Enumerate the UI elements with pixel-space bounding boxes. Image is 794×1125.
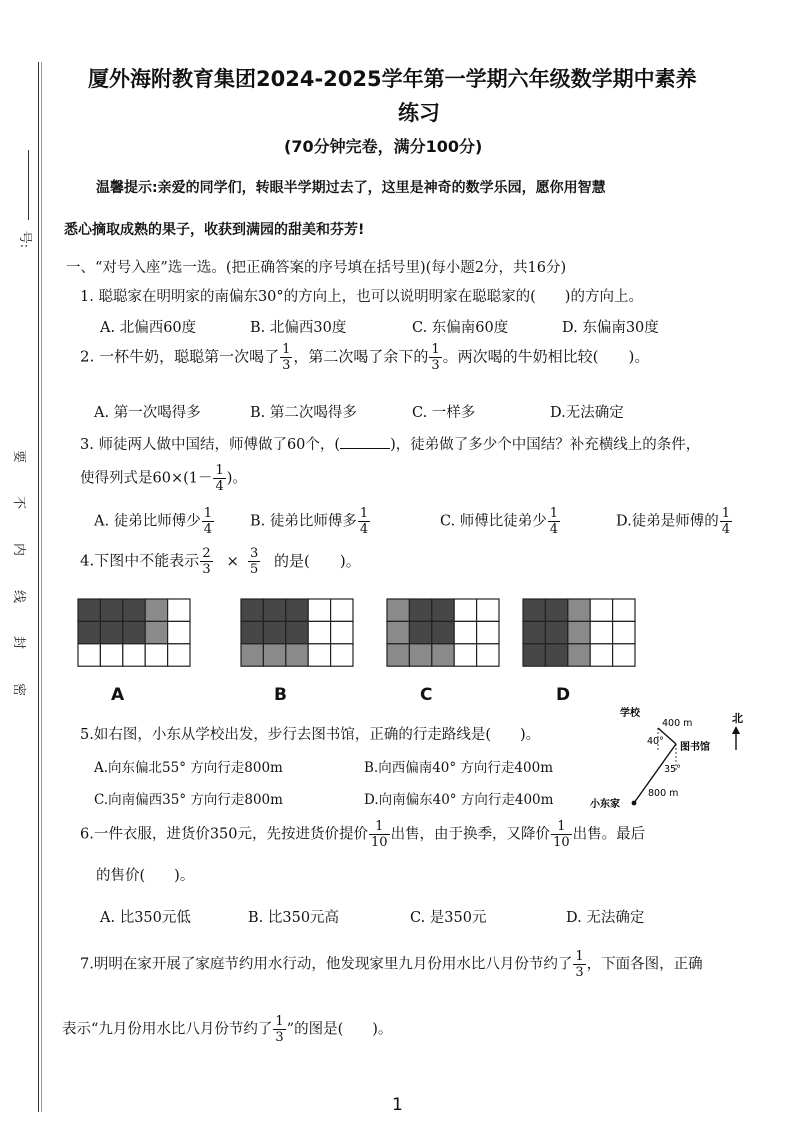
q2-text-after: 。两次喝的牛奶相比较( )。 bbox=[442, 347, 650, 366]
grid-cell bbox=[263, 621, 285, 643]
q6-option-d[interactable]: D. 无法确定 bbox=[566, 910, 645, 926]
q6-line1 bbox=[80, 820, 645, 849]
grid-cell bbox=[123, 621, 145, 643]
section1-heading: 一、“对号入座”选一选。(把正确答案的序号填在括号里)(每小题2分，共16分) bbox=[66, 260, 567, 276]
q3-option-a[interactable]: A. 徒弟比师傅少 $\frac{1}{4}$ bbox=[94, 506, 212, 537]
grid-cell bbox=[145, 621, 167, 643]
map-home-dot bbox=[632, 801, 637, 806]
margin-char-mi: 密 bbox=[11, 682, 27, 697]
q5-route-map bbox=[586, 700, 766, 812]
q3-option-b[interactable]: B. 徒弟比师傅多 $\frac{1}{4}$ bbox=[250, 506, 369, 537]
grid-cell bbox=[387, 644, 409, 666]
margin-char-feng: 封 bbox=[11, 635, 27, 650]
q7-line1 bbox=[80, 950, 780, 979]
exam-title-line1: 厦外海附教育集团2024-2025学年第一学期六年级数学期中素养 bbox=[88, 67, 697, 91]
grid-cell bbox=[241, 644, 263, 666]
grid-cell bbox=[263, 644, 285, 666]
margin-char-yao: 要 bbox=[11, 449, 27, 464]
map-school-label: 学校 bbox=[620, 708, 640, 719]
q1-option-c[interactable]: C. 东偏南60度 bbox=[412, 320, 509, 336]
grid-cell bbox=[613, 621, 635, 643]
fraction-grid bbox=[77, 598, 191, 667]
q6-text-before: 6.一件衣服，进货价350元，先按进货价提价 bbox=[80, 826, 369, 843]
q4-figure-d[interactable] bbox=[522, 598, 636, 706]
q1-option-a[interactable]: A. 北偏西60度 bbox=[100, 320, 197, 336]
grid-cell bbox=[523, 644, 545, 666]
q4-stem bbox=[80, 547, 361, 576]
q3-option-c[interactable]: C. 师傅比徒弟少 $\frac{1}{4}$ bbox=[440, 506, 559, 537]
q7-line2 bbox=[62, 1015, 392, 1044]
q7-text-before: 7.明明在家开展了家庭节约用水行动，他发现家里九月份用水比八月份节约了 bbox=[80, 956, 573, 973]
q6-fraction-1: $\frac{1}{10}$ bbox=[371, 819, 388, 850]
grid-cell bbox=[454, 599, 476, 621]
q5-option-b[interactable]: B.向西偏南40° 方向行走400m bbox=[364, 760, 553, 776]
grid-cell bbox=[286, 644, 308, 666]
q2-fraction-1: $\frac{1}{3}$ bbox=[282, 342, 291, 373]
seat-number-label: 号: bbox=[17, 230, 33, 249]
q4-figure-label: D bbox=[556, 685, 571, 706]
grid-cell bbox=[308, 599, 330, 621]
grid-cell bbox=[409, 599, 431, 621]
grid-cell bbox=[123, 599, 145, 621]
north-arrowhead-icon bbox=[732, 726, 740, 734]
grid-cell bbox=[263, 599, 285, 621]
q4-text-before: 4.下图中不能表示 bbox=[80, 551, 200, 570]
map-home-label: 小东家 bbox=[590, 799, 620, 810]
grid-cell bbox=[331, 644, 353, 666]
q4-figure-c[interactable] bbox=[386, 598, 500, 706]
grid-cell bbox=[308, 621, 330, 643]
grid-cell bbox=[523, 599, 545, 621]
q4-figure-label: B bbox=[274, 685, 287, 706]
q5-option-d[interactable]: D.向南偏东40° 方向行走400m bbox=[364, 792, 554, 808]
q6-option-b[interactable]: B. 比350元高 bbox=[248, 910, 340, 926]
q4-figure-a[interactable] bbox=[77, 598, 191, 706]
q6-text-after: 出售。最后 bbox=[572, 826, 646, 843]
q7-fraction: $\frac{1}{3}$ bbox=[575, 950, 584, 979]
grid-cell bbox=[78, 644, 100, 666]
grid-cell bbox=[168, 621, 190, 643]
grid-cell bbox=[100, 644, 122, 666]
grid-cell bbox=[568, 621, 590, 643]
grid-cell bbox=[477, 599, 499, 621]
grid-cell bbox=[100, 621, 122, 643]
q3-expression-after: )。 bbox=[226, 470, 247, 487]
grid-cell bbox=[331, 599, 353, 621]
q4-times: × bbox=[226, 551, 239, 570]
grid-cell bbox=[545, 644, 567, 666]
grid-cell bbox=[590, 644, 612, 666]
grid-cell bbox=[568, 599, 590, 621]
q4-figure-label: A bbox=[111, 685, 125, 706]
q6-option-a[interactable]: A. 比350元低 bbox=[100, 910, 191, 926]
q3-blank[interactable] bbox=[340, 448, 390, 449]
tips-line2: 悉心摘取成熟的果子，收获到满园的甜美和芬芳! bbox=[64, 222, 365, 238]
grid-cell bbox=[477, 644, 499, 666]
q7-line2-after: ”的图是( )。 bbox=[286, 1021, 393, 1038]
grid-cell bbox=[432, 644, 454, 666]
grid-cell bbox=[78, 599, 100, 621]
grid-cell bbox=[387, 599, 409, 621]
q3-line1 bbox=[80, 433, 700, 454]
q3-option-d[interactable]: D.徒弟是师傅的 $\frac{1}{4}$ bbox=[616, 506, 730, 537]
grid-cell bbox=[432, 621, 454, 643]
q7-fraction-2: $\frac{1}{3}$ bbox=[275, 1014, 284, 1045]
grid-cell bbox=[590, 621, 612, 643]
map-angle-bottom: 35° bbox=[664, 764, 681, 775]
q2-option-c[interactable]: C. 一样多 bbox=[412, 405, 476, 421]
grid-cell bbox=[545, 599, 567, 621]
grid-cell bbox=[590, 599, 612, 621]
map-north-label: 北 bbox=[732, 712, 743, 725]
grid-cell bbox=[477, 621, 499, 643]
grid-cell bbox=[387, 621, 409, 643]
q6-text-middle: 出售，由于换季，又降价 bbox=[390, 826, 551, 843]
exam-title-line2: 练习 bbox=[398, 101, 440, 125]
grid-cell bbox=[100, 599, 122, 621]
q6-fraction-2: $\frac{1}{10}$ bbox=[553, 819, 570, 850]
grid-cell bbox=[331, 621, 353, 643]
q2-text-middle: ，第二次喝了余下的 bbox=[293, 347, 429, 366]
fraction-grid bbox=[386, 598, 500, 667]
tips-label: 温馨提示: bbox=[96, 180, 158, 196]
q6-option-c[interactable]: C. 是350元 bbox=[410, 910, 487, 926]
q2-stem bbox=[80, 343, 649, 372]
q7-line2-before: 表示“九月份用水比八月份节约了 bbox=[62, 1021, 273, 1038]
q4-fraction-2: $\frac{3}{5}$ bbox=[249, 546, 259, 577]
grid-cell bbox=[454, 621, 476, 643]
q4-text-after: 的是( )。 bbox=[274, 551, 361, 570]
grid-cell bbox=[613, 644, 635, 666]
grid-cell bbox=[523, 621, 545, 643]
q1-option-d[interactable]: D. 东偏南30度 bbox=[562, 320, 659, 336]
q3-fraction: $\frac{1}{4}$ bbox=[215, 463, 224, 494]
q3-line2 bbox=[80, 464, 247, 493]
q4-figure-b[interactable] bbox=[240, 598, 354, 706]
map-angle-top: 40° bbox=[647, 736, 664, 747]
margin-char-bu: 不 bbox=[11, 495, 27, 510]
grid-cell bbox=[409, 621, 431, 643]
margin-char-nei: 内 bbox=[11, 542, 27, 557]
q2-text-before: 2. 一杯牛奶，聪聪第一次喝了 bbox=[80, 347, 280, 366]
grid-cell bbox=[432, 599, 454, 621]
q5-option-a[interactable]: A.向东偏北55° 方向行走800m bbox=[94, 760, 283, 776]
map-library-label: 图书馆 bbox=[680, 742, 710, 753]
grid-cell bbox=[308, 644, 330, 666]
q2-option-a[interactable]: A. 第一次喝得多 bbox=[94, 405, 201, 421]
grid-cell bbox=[145, 599, 167, 621]
q1-option-b[interactable]: B. 北偏西30度 bbox=[250, 320, 347, 336]
page-number: 1 bbox=[392, 1095, 403, 1115]
margin-char-xian: 线 bbox=[11, 589, 27, 604]
fraction-grid bbox=[240, 598, 354, 667]
grid-cell bbox=[145, 644, 167, 666]
grid-cell bbox=[545, 621, 567, 643]
q5-option-c[interactable]: C.向南偏西35° 方向行走800m bbox=[94, 792, 283, 808]
tips-line1 bbox=[96, 177, 606, 197]
q6-line2: 的售价( )。 bbox=[96, 868, 195, 884]
q2-option-b[interactable]: B. 第二次喝得多 bbox=[250, 405, 357, 421]
map-distance-bottom: 800 m bbox=[648, 788, 679, 799]
grid-cell bbox=[168, 599, 190, 621]
grid-cell bbox=[613, 599, 635, 621]
grid-cell bbox=[123, 644, 145, 666]
q3-text-before: 3. 师徒两人做中国结，师傅做了60个，( bbox=[80, 437, 341, 453]
q2-fraction-2: $\frac{1}{3}$ bbox=[431, 342, 440, 373]
grid-cell bbox=[409, 644, 431, 666]
map-distance-top: 400 m bbox=[662, 718, 693, 729]
q4-fraction-1: $\frac{2}{3}$ bbox=[202, 546, 211, 577]
fraction-grid bbox=[522, 598, 636, 667]
grid-cell bbox=[286, 599, 308, 621]
margin-rule-inner bbox=[41, 62, 42, 1112]
grid-cell bbox=[454, 644, 476, 666]
grid-cell bbox=[568, 644, 590, 666]
grid-cell bbox=[241, 599, 263, 621]
grid-cell bbox=[78, 621, 100, 643]
q4-figure-label: C bbox=[420, 685, 433, 706]
grid-cell bbox=[241, 621, 263, 643]
q2-option-d[interactable]: D.无法确定 bbox=[550, 405, 624, 421]
number-underline bbox=[28, 150, 29, 220]
tips-text1: 亲爱的同学们，转眼半学期过去了，这里是神奇的数学乐园，愿你用智慧 bbox=[157, 180, 606, 196]
q1-stem: 1. 聪聪家在明明家的南偏东30°的方向上，也可以说明明家在聪聪家的( )的方向上。 bbox=[80, 289, 643, 305]
grid-cell bbox=[168, 644, 190, 666]
q7-text-after: ，下面各图，正确 bbox=[586, 956, 703, 973]
exam-subtitle: (70分钟完卷，满分100分) bbox=[284, 137, 483, 156]
grid-cell bbox=[286, 621, 308, 643]
q5-stem: 5.如右图，小东从学校出发，步行去图书馆，正确的行走路线是( )。 bbox=[80, 727, 541, 743]
margin-rule bbox=[38, 62, 39, 1112]
q3-text-after: )，徒弟做了多少个中国结？补充横线上的条件， bbox=[390, 437, 701, 453]
q3-expression-before: 使得列式是60×(1－ bbox=[80, 470, 213, 487]
